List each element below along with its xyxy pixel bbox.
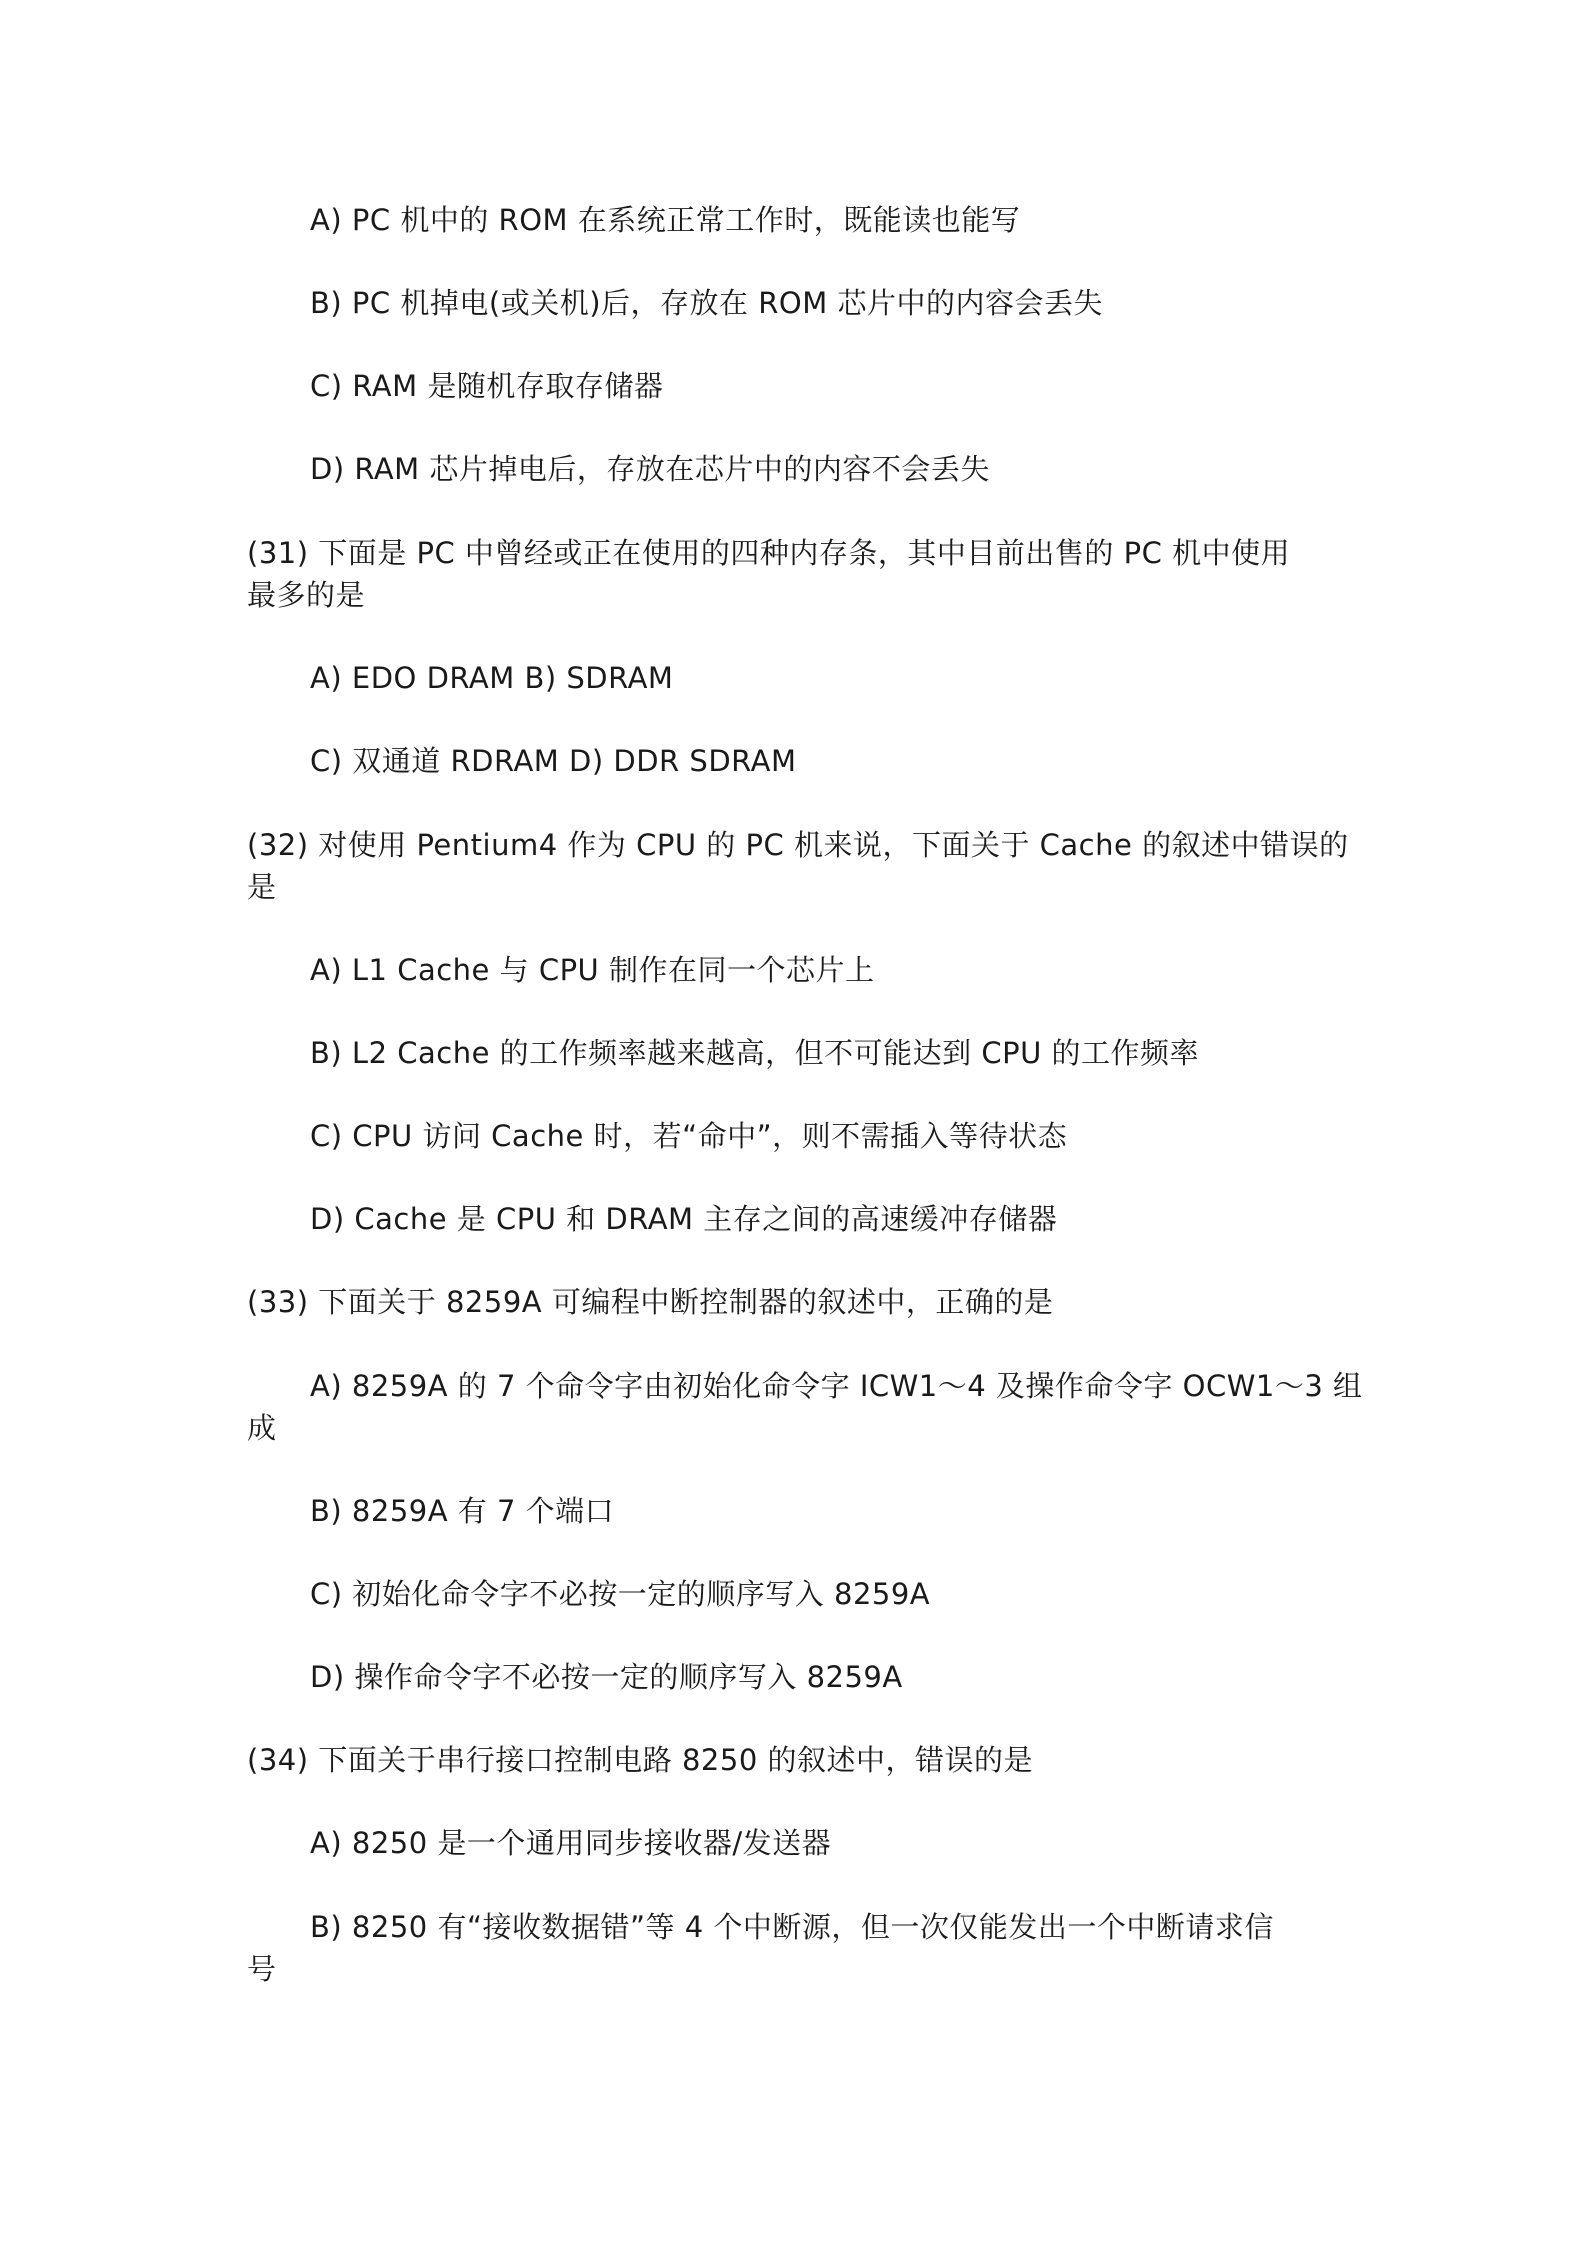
q34-option-b: B) 8250 有“接收数据错”等 4 个中断源，但一次仅能发出一个中断请求信 bbox=[310, 1910, 1274, 1944]
q32-option-d: D) Cache 是 CPU 和 DRAM 主存之间的高速缓冲存储器 bbox=[310, 1202, 1058, 1236]
q31-options-a-b: A) EDO DRAM B) SDRAM bbox=[310, 661, 674, 695]
q30-option-b: B) PC 机掉电(或关机)后，存放在 ROM 芯片中的内容会丢失 bbox=[310, 286, 1103, 320]
q32-option-b: B) L2 Cache 的工作频率越来越高，但不可能达到 CPU 的工作频率 bbox=[310, 1036, 1200, 1070]
q30-option-d: D) RAM 芯片掉电后，存放在芯片中的内容不会丢失 bbox=[310, 452, 990, 486]
question-32-text: (32) 对使用 Pentium4 作为 CPU 的 PC 机来说，下面关于 Cache 的叙述中错误的 bbox=[247, 828, 1349, 862]
q34-option-a: A) 8250 是一个通用同步接收器/发送器 bbox=[310, 1826, 832, 1860]
question-34-text: (34) 下面关于串行接口控制电路 8250 的叙述中，错误的是 bbox=[247, 1743, 1033, 1777]
q30-option-c: C) RAM 是随机存取存储器 bbox=[310, 369, 664, 403]
q30-option-a: A) PC 机中的 ROM 在系统正常工作时，既能读也能写 bbox=[310, 203, 1021, 237]
q34-option-b-continuation: 号 bbox=[247, 1952, 277, 1986]
question-31-text: (31) 下面是 PC 中曾经或正在使用的四种内存条，其中目前出售的 PC 机中使用 bbox=[247, 536, 1291, 570]
question-31-continuation: 最多的是 bbox=[247, 578, 366, 612]
question-32-continuation: 是 bbox=[247, 870, 277, 904]
q33-option-a-continuation: 成 bbox=[247, 1411, 277, 1445]
q33-option-d: D) 操作命令字不必按一定的顺序写入 8259A bbox=[310, 1660, 903, 1694]
q31-options-c-d: C) 双通道 RDRAM D) DDR SDRAM bbox=[310, 744, 797, 778]
question-33-text: (33) 下面关于 8259A 可编程中断控制器的叙述中，正确的是 bbox=[247, 1285, 1054, 1319]
q32-option-a: A) L1 Cache 与 CPU 制作在同一个芯片上 bbox=[310, 953, 875, 987]
q33-option-c: C) 初始化命令字不必按一定的顺序写入 8259A bbox=[310, 1577, 931, 1611]
q32-option-c: C) CPU 访问 Cache 时，若“命中”，则不需插入等待状态 bbox=[310, 1119, 1068, 1153]
q33-option-a: A) 8259A 的 7 个命令字由初始化命令字 ICW1～4 及操作命令字 OCW1～3 组 bbox=[310, 1369, 1363, 1403]
q33-option-b: B) 8259A 有 7 个端口 bbox=[310, 1494, 615, 1528]
